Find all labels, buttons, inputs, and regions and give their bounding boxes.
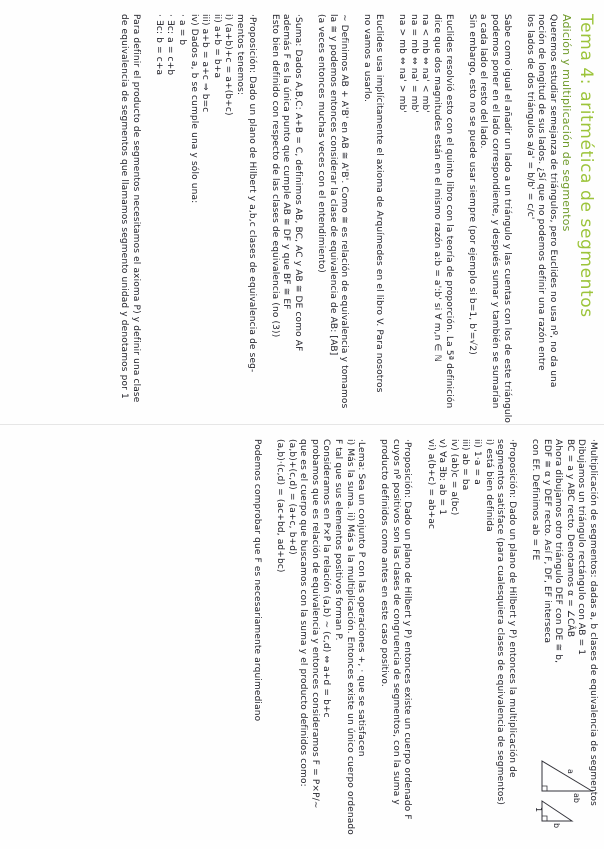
note-line: [384, 14, 396, 406]
note-line: ·Lema: Sea un conjunto P con las operaciones +, · que se satisfacen: [356, 439, 367, 757]
note-line: Ahora dibujamos otro triángulo DEF con DE ≅ b,: [553, 439, 564, 664]
page-1-content: [0, 0, 604, 424]
note-line: Podemos comprobar que F es necesariamente arquimediano: [251, 439, 262, 722]
note-line: podemos poner en el lado correspondiente, y después sumar y también se sumarían: [490, 14, 501, 409]
note-line: los lados de dos triángulos a/a' = b/b' = c/c': [524, 14, 535, 220]
small-triangle-right-angle: [542, 816, 547, 821]
note-line: Euclides resolvió esto con el quinto libro con la teoría de proporción. La 5ª definición: [443, 14, 454, 409]
section-heading: Adición y multiplicación de segmentos: [560, 14, 573, 232]
note-line: Euclides usa implícitamente el axioma de Arquímedes en el libro V. Para nosotros: [374, 14, 385, 393]
note-line: na = mb ⇔ na' = mb': [408, 14, 419, 113]
note-line: cuyos nº positivos son las clases de congruencia de segmentos, con la suma y: [390, 439, 401, 805]
note-line: de equivalencia de segmentos que llamamos segmento unidad y denotamos por 1: [119, 14, 130, 399]
note-line: mentos tenemos:: [234, 14, 245, 96]
page-title: Tema 4: aritmética de segmentos: [576, 14, 596, 318]
note-line: dice que dos magnitudes están en el mismo razón a:b = a':b' si ∀ m,n ∈ ℕ: [432, 14, 443, 362]
note-line: [303, 14, 315, 406]
label-b: b: [552, 823, 561, 829]
label-a: a: [566, 769, 575, 774]
notes-page-2: [0, 424, 604, 849]
note-line: vi) a(b+c) = ab+ac: [425, 439, 436, 530]
note-line: (a veces entonces muchas veces con el entendimiento): [316, 14, 327, 273]
label-ab: ab: [572, 793, 581, 803]
note-line: EDF ≅ α y DEF recto. Así F, DF, EF interseca: [541, 439, 552, 644]
note-line: con EF. Definimos ab = FE: [530, 439, 541, 561]
note-line: (a,b)+(c,d) = (a+c, b+d): [286, 439, 297, 555]
note-line: iii) ab = ba: [460, 439, 471, 491]
note-line: iv) (ab)c = a(bc): [448, 439, 459, 516]
note-line: [262, 439, 274, 835]
note-line: Queremos estudiar semejanza de triángulos, pero Euclides no usa nº, no da una: [548, 14, 558, 388]
note-line: ~ Definimos AB + A'B' en AB ≅ A'B'. Como ≅ es relación de equivalencia y tomamos: [339, 14, 350, 409]
notes-page-1: [0, 0, 604, 424]
page-2-content: [0, 425, 604, 849]
note-line: F tal que sus elementos positivos forman P.: [332, 439, 343, 641]
note-line: [366, 439, 378, 835]
note-line: i) (a+b)+c = a+(b+c): [223, 14, 234, 116]
note-line: BC = a y ABC recto. Denotamos α = ∠CÂB: [564, 439, 575, 638]
note-line: además F es la única punto que cumple AB ≅ DF y que BF ≅ EF: [281, 14, 292, 310]
note-line: ·Proposición: Dado un plano de Hilbert y P) entonces la multiplicación de: [506, 439, 517, 778]
note-line: [517, 439, 529, 835]
note-line: iii) a+b = a+c ⇒ b=c: [200, 14, 211, 113]
note-line: v) ∀a ∃b: ab = 1: [437, 439, 448, 516]
note-line: · ∃c: a = c+b: [165, 14, 176, 76]
note-line: a cada lado el resto del lado.: [478, 14, 489, 149]
note-line: na < mb ⇔ na' < mb': [420, 14, 431, 113]
note-line: ii) 1·a = a: [472, 439, 483, 485]
large-triangle-right-angle: [542, 786, 547, 791]
note-line: ·Suma: Dados A,B,C: A+B = C, definimos AB, BC, AC y AB ≅ DE como AF: [292, 14, 303, 352]
note-line: [454, 14, 466, 406]
small-triangle: [542, 801, 572, 821]
note-line: [349, 14, 361, 406]
note-line: [413, 439, 425, 835]
note-line: [257, 14, 269, 406]
note-line: Dibujamos un triángulo rectángulo con AB = 1: [576, 439, 587, 656]
note-line: ·Multiplicación de segmentos: dadas a, b clases de equivalencia de segmentos: [588, 439, 598, 806]
note-line: Para definir el producto de segmentos necesitamos el axioma P) y definir una clase: [130, 14, 141, 403]
note-line: probamos que es relación de equivalencia y entonces consideramos F = P×P/~: [309, 439, 320, 809]
note-line: i) Más la suma. ii) Más a la multiplicación. Entonces existe un único cuerpo ordenado: [344, 439, 355, 835]
note-line: ii) a+b = b+a: [211, 14, 222, 79]
note-line: Sabe como igual el añadir un lado a un triángulo y las cuentas con los de este triángulo: [501, 14, 512, 424]
note-line: · a = b: [177, 14, 187, 46]
note-line: · ∃c: b = c+a: [153, 14, 164, 76]
note-line: Sin embargo, esto no se puede usar siempre (por ejemplo si b=1, b'=√2): [466, 14, 477, 355]
note-line: ·Proposición: Dado un plano de Hilbert y a,b,c clases de equivalencia de seg-: [246, 14, 257, 373]
note-line: [512, 14, 524, 406]
note-line: producto definidos como antes en este caso positivo.: [379, 439, 390, 687]
note-line: ·Proposición: Dado un plano de Hilbert y P) entonces existe un cuerpo ordenado F: [402, 439, 413, 820]
note-line: i) está bien definida: [483, 439, 494, 532]
note-line: iv) Dados a, b se cumple una y sólo una:: [188, 14, 199, 204]
note-line: [141, 14, 153, 406]
label-1: 1: [534, 807, 543, 813]
note-line: (a,b)·(c,d) = (ac+bd, ad+bc): [274, 439, 285, 573]
note-line: noción de longitud de sus lados. ¿Sí que no podemos definir una razón entre: [536, 14, 547, 371]
large-triangle: [542, 761, 592, 791]
right-triangles-figure: [536, 757, 598, 827]
note-line: na > mb ⇔ na' > mb': [397, 14, 408, 113]
note-line: Esto bien definido con respecto de las clases de equivalencia (no (3)): [269, 14, 280, 338]
note-line: segmentos satisface (para cualesquiera clases de equivalencia de segmentos): [495, 439, 506, 805]
note-line: que es el cuerpo que buscamos con la suma y el producto definidos como:: [298, 439, 309, 787]
note-line: Consideramos en P×P la relación (a,b) ~ (c,d) ⇔ a+d = b+c: [321, 439, 332, 718]
note-line: no vamos a usarlo.: [362, 14, 373, 103]
note-line: la ≅ y podemos entonces considerar la clase de equivalencia de AB: [AB]: [327, 14, 338, 356]
